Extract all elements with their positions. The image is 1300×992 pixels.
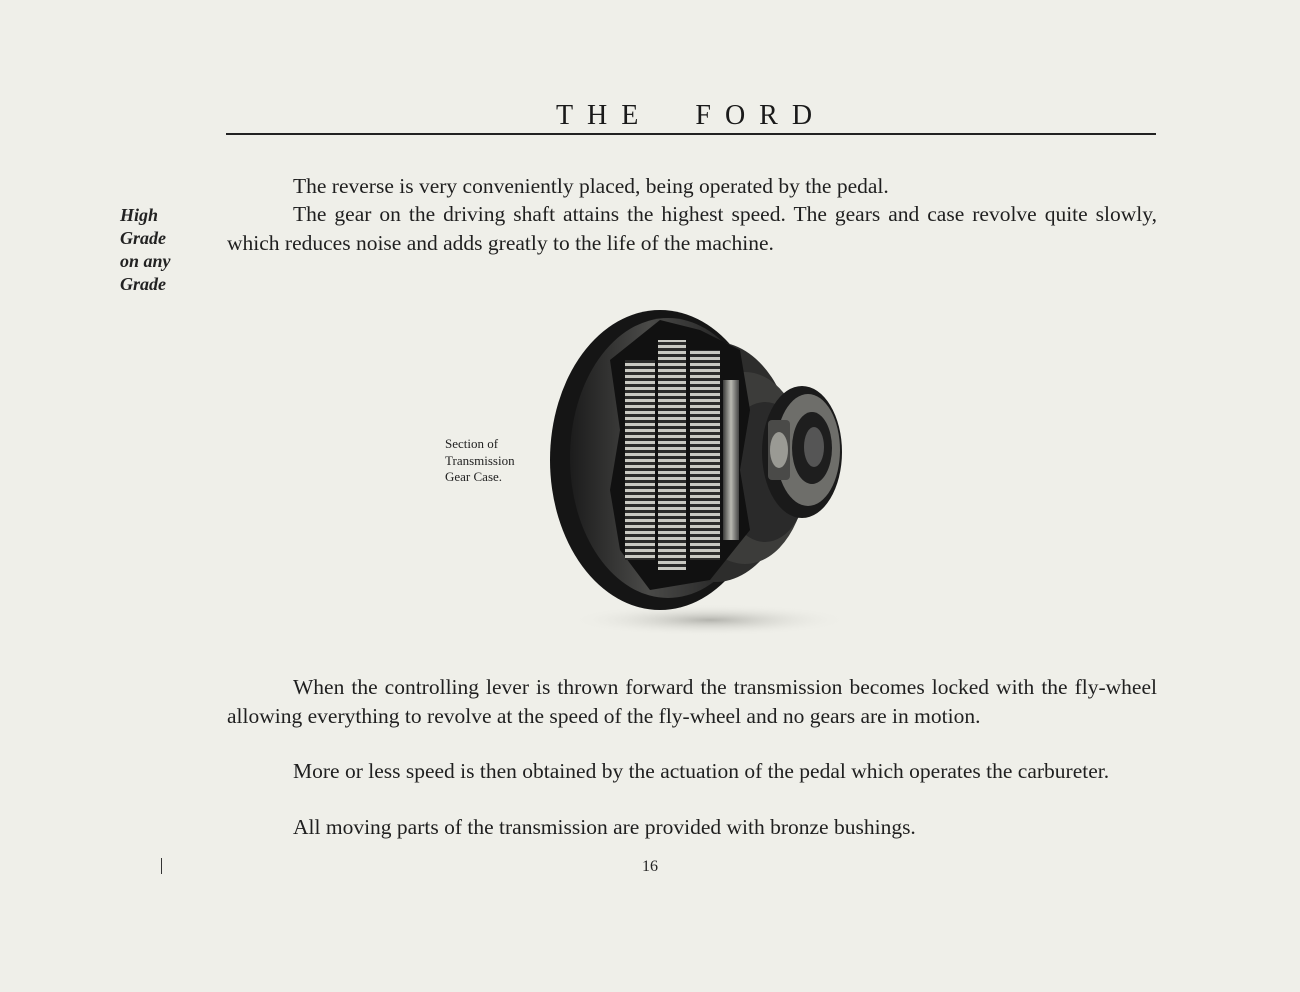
caption-line: Gear Case. bbox=[445, 469, 503, 484]
margin-note bbox=[120, 204, 210, 296]
running-head: THE FORD bbox=[555, 100, 827, 131]
margin-note-line: High bbox=[120, 205, 159, 225]
page-number: 16 bbox=[642, 858, 658, 875]
paragraph-gear-speed: The gear on the driving shaft attains the highest speed. The gears and case revolve quite slowly, which reduces noise and adds greatly to the life of the machine. bbox=[227, 202, 1157, 255]
margin-note-line: Grade bbox=[120, 274, 166, 294]
caption-line: Transmission bbox=[445, 452, 515, 468]
caption-line: Section of bbox=[445, 436, 499, 451]
figure-caption bbox=[445, 436, 555, 486]
transmission-gear-case-illustration bbox=[540, 290, 860, 640]
header-rule bbox=[226, 133, 1156, 135]
margin-note-line: Grade bbox=[120, 228, 166, 248]
paragraph-bronze-bushings: All moving parts of the transmission are provided with bronze bushings. bbox=[293, 815, 916, 839]
paragraph-reverse: The reverse is very conveniently placed, being operated by the pedal. bbox=[293, 174, 889, 198]
margin-note-line: on any bbox=[120, 251, 171, 271]
paragraph-speed-pedal: More or less speed is then obtained by the actuation of the pedal which operates the carbureter. bbox=[293, 759, 1110, 783]
paragraph-controlling-lever: When the controlling lever is thrown forward the transmission becomes locked with the fly-wheel allowing everything to revolve at the speed of the fly-wheel and no gears are in motion. bbox=[227, 675, 1157, 728]
